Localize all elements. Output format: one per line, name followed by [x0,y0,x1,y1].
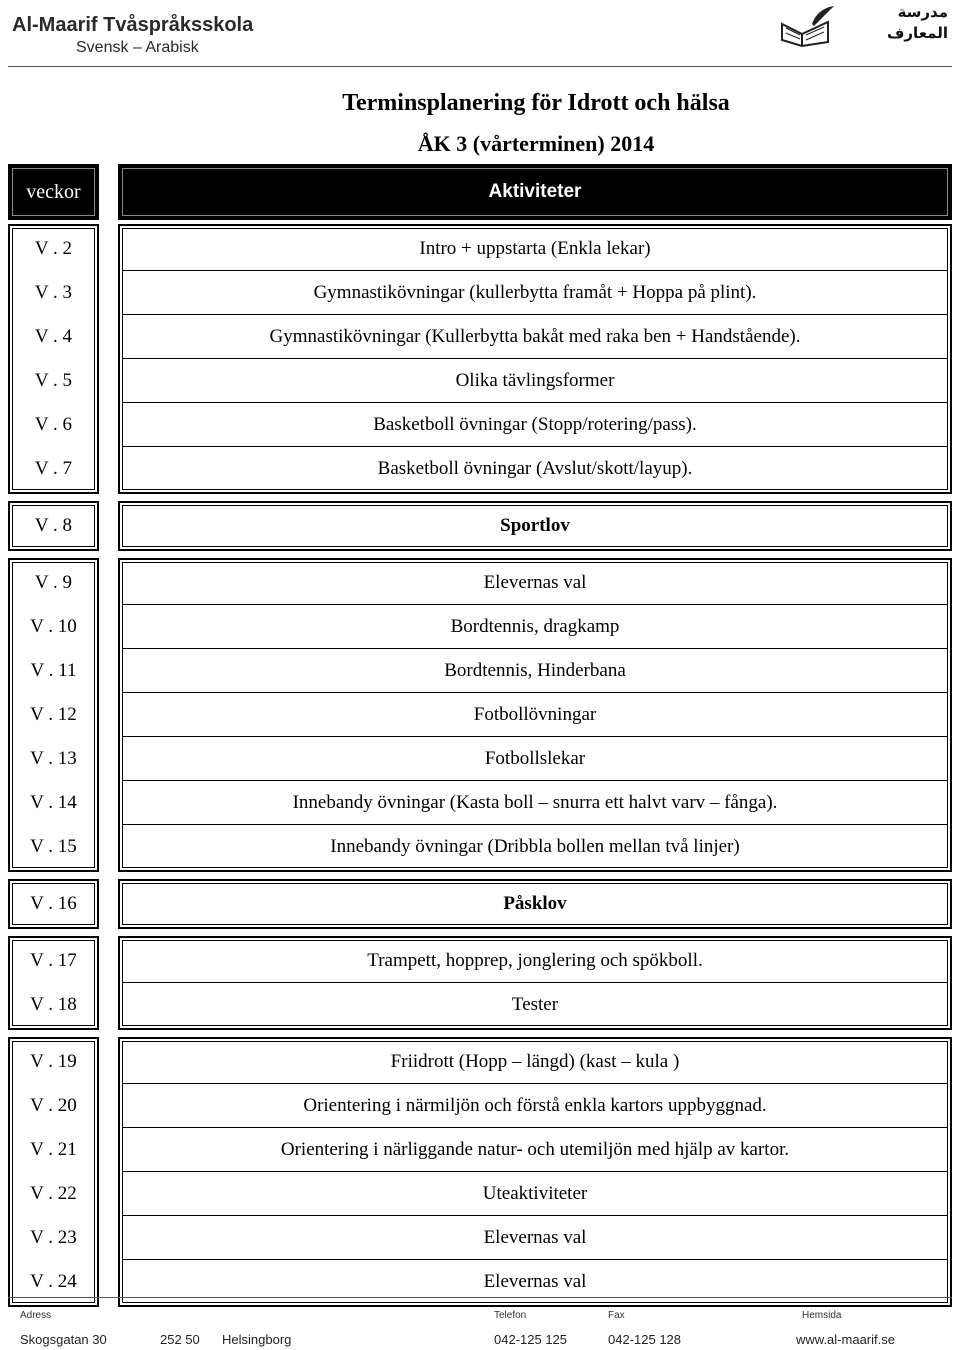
address-label: Adress [20,1310,52,1321]
activity-cell: Trampett, hopprep, jonglering och spökboll. [367,950,703,971]
school-name: Al-Maarif Tvåspråksskola [12,14,254,36]
activity-cell: Tester [511,994,559,1015]
logo-text [848,2,948,44]
activity-cell: Innebandy övningar (Kasta boll – snurra ett halvt varv – fånga). [292,792,778,813]
week-cell: V . 12 [30,704,77,725]
activity-cell: Elevernas val [483,1227,587,1248]
week-cell: V . 2 [34,238,73,259]
week-cell: V . 15 [30,836,77,857]
week-cell: V . 4 [34,326,73,347]
week-cell: V . 10 [30,616,77,637]
logo-text-line1: مدرسة [897,3,948,21]
activity-cell: Sportlov [500,515,570,536]
activity-cell: Elevernas val [483,572,587,593]
activity-cell: Friidrott (Hopp – längd) (kast – kula ) [390,1051,680,1072]
page-subtitle: ÅK 3 (vårterminen) 2014 [417,131,655,156]
activity-cell: Intro + uppstarta (Enkla lekar) [419,238,651,259]
activity-cell: Fotbollslekar [484,748,586,769]
week-cell: V . 11 [30,660,77,681]
book-quill-icon [776,4,836,48]
activity-cell: Bordtennis, Hinderbana [444,660,626,681]
activities-header-label: Aktiviteter [488,181,582,202]
address-street: Skogsgatan 30 [20,1332,107,1347]
web-label: Hemsida [802,1310,842,1321]
activity-cell: Orientering i närliggande natur- och utemiljön med hjälp av kartor. [280,1139,790,1160]
activity-cell: Innebandy övningar (Dribbla bollen mellan två linjer) [330,836,740,857]
week-cell: V . 13 [30,748,77,769]
activity-cell: Elevernas val [483,1271,587,1292]
phone-label: Telefon [494,1310,527,1321]
activity-cell: Basketboll övningar (Stopp/rotering/pass). [373,414,697,435]
week-cell: V . 19 [30,1051,77,1072]
week-cell: V . 6 [34,414,73,435]
activity-cell: Påsklov [503,893,567,914]
website-link[interactable]: www.al-maarif.se [796,1332,895,1347]
page-title: Terminsplanering för Idrott och hälsa [342,90,730,116]
activity-cell: Gymnastikövningar (Kullerbytta bakåt med raka ben + Handstående). [269,326,801,347]
activity-cell: Basketboll övningar (Avslut/skott/layup). [377,458,693,479]
week-cell: V . 17 [30,950,77,971]
activity-cell: Bordtennis, dragkamp [450,616,620,637]
footer-divider [8,1297,952,1298]
activity-cell: Olika tävlingsformer [455,370,615,391]
week-cell: V . 22 [30,1183,77,1204]
activities-column-header [118,164,952,220]
week-cell: V . 18 [30,994,77,1015]
weeks-header-label: veckor [26,180,81,203]
fax-label: Fax [608,1310,625,1321]
activity-cell: Orientering i närmiljön och förstå enkla kartors uppbyggnad. [303,1095,767,1116]
phone-number: 042-125 125 [494,1332,568,1347]
week-cell: V . 23 [30,1227,77,1248]
activity-cell: Gymnastikövningar (kullerbytta framåt + Hoppa på plint). [313,282,757,303]
week-cell: V . 20 [30,1095,77,1116]
week-cell: V . 5 [34,370,73,391]
week-cell: V . 24 [30,1271,77,1292]
week-cell: V . 14 [30,792,77,813]
week-cell: V . 7 [34,458,73,479]
school-subtitle: Svensk – Arabisk [76,39,199,56]
week-cell: V . 8 [34,515,73,536]
header-divider [8,66,952,67]
logo-text-line2: المعارف [887,24,948,42]
week-cell: V . 3 [34,282,73,303]
activity-cell: Uteaktiviteter [482,1183,588,1204]
week-cell: V . 9 [34,572,73,593]
weeks-column-header [8,164,99,220]
fax-number: 042-125 128 [608,1332,682,1347]
week-cell: V . 21 [30,1139,77,1160]
week-cell: V . 16 [30,893,77,914]
activity-cell: Fotbollövningar [473,704,597,725]
address-zip: 252 50 [160,1332,200,1347]
address-city: Helsingborg [222,1332,292,1347]
